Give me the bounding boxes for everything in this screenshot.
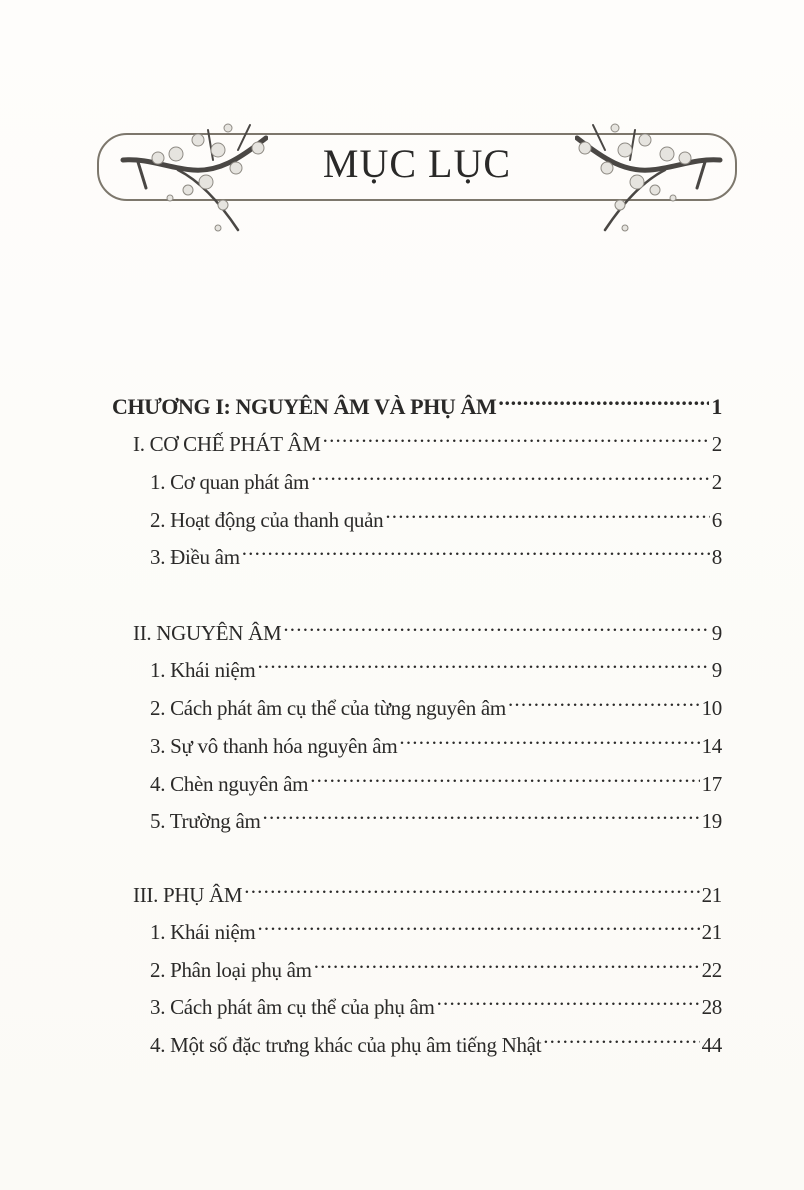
toc-entry-subsection[interactable]	[150, 683, 722, 720]
toc-page-number: 21	[701, 883, 722, 907]
dot-leader	[257, 645, 709, 677]
toc-entry-subsection[interactable]	[150, 796, 722, 833]
toc-page-number: 6	[711, 508, 722, 532]
toc-page-number: 22	[701, 958, 722, 982]
dot-leader	[437, 982, 700, 1014]
toc-page-number: 1	[711, 394, 722, 419]
toc-page-number: 14	[701, 734, 722, 758]
toc-entry-subsection[interactable]	[150, 532, 722, 569]
toc-entry-label: 3. Cách phát âm cụ thể của phụ âm	[150, 995, 435, 1019]
toc-entry-label: 5. Trường âm	[150, 809, 261, 833]
toc-page-number: 19	[701, 809, 722, 833]
toc-page-number: 10	[701, 696, 722, 720]
toc-entry-label: 3. Điều âm	[150, 545, 240, 569]
dot-leader	[242, 532, 710, 564]
toc-page-number: 2	[711, 470, 722, 494]
toc-entry-label: I. CƠ CHẾ PHÁT ÂM	[133, 432, 321, 456]
toc-entry-subsection[interactable]	[150, 982, 722, 1019]
dot-leader	[244, 870, 699, 902]
toc-entry-label: 1. Khái niệm	[150, 658, 256, 682]
dot-leader	[508, 683, 700, 715]
dot-leader	[543, 1020, 699, 1052]
toc-page-number: 9	[711, 658, 722, 682]
toc-entry-label: II. NGUYÊN ÂM	[133, 621, 282, 645]
toc-page-number: 17	[701, 772, 722, 796]
toc-entry-subsection[interactable]	[150, 495, 722, 532]
dot-leader	[314, 945, 700, 977]
toc-entry-label: III. PHỤ ÂM	[133, 883, 243, 907]
toc-entry-subsection[interactable]	[150, 759, 722, 796]
toc-page-number: 9	[711, 621, 722, 645]
toc-entry-label: CHƯƠNG I: NGUYÊN ÂM VÀ PHỤ ÂM	[112, 394, 497, 419]
dot-leader	[257, 907, 699, 939]
toc-page-number: 44	[701, 1033, 722, 1057]
dot-leader	[323, 419, 710, 451]
toc-entry-section-2[interactable]	[133, 608, 722, 645]
dot-leader	[310, 759, 699, 791]
toc-entry-section-3[interactable]	[133, 870, 722, 907]
toc-entry-chapter-1[interactable]	[112, 382, 722, 419]
dot-leader	[311, 457, 710, 489]
toc-page-number: 21	[701, 920, 722, 944]
toc-entry-label: 4. Chèn nguyên âm	[150, 772, 309, 796]
toc-entry-subsection[interactable]	[150, 457, 722, 494]
toc-entry-label: 1. Cơ quan phát âm	[150, 470, 310, 494]
toc-entry-section-1[interactable]	[133, 419, 722, 456]
toc-entry-label: 2. Hoạt động của thanh quản	[150, 508, 384, 532]
page-title: MỤC LỤC	[322, 141, 512, 186]
dot-leader	[283, 608, 709, 640]
dot-leader	[263, 796, 700, 828]
dot-leader	[385, 495, 709, 527]
toc-entry-subsection[interactable]	[150, 907, 722, 944]
toc-entry-label: 1. Khái niệm	[150, 920, 256, 944]
toc-entry-label: 3. Sự vô thanh hóa nguyên âm	[150, 734, 398, 758]
toc-entry-label: 2. Cách phát âm cụ thể của từng nguyên âm	[150, 696, 506, 720]
dot-leader	[498, 382, 709, 414]
toc-entry-subsection[interactable]	[150, 645, 722, 682]
toc-page-number: 2	[711, 432, 722, 456]
dot-leader	[399, 721, 699, 753]
toc-page-number: 8	[711, 545, 722, 569]
toc-page-number: 28	[701, 995, 722, 1019]
toc-entry-subsection[interactable]	[150, 721, 722, 758]
toc-entry-subsection[interactable]	[150, 945, 722, 982]
toc-entry-subsection[interactable]	[150, 1020, 722, 1057]
toc-entry-label: 4. Một số đặc trưng khác của phụ âm tiếng Nhật	[150, 1033, 542, 1057]
toc-entry-label: 2. Phân loại phụ âm	[150, 958, 312, 982]
